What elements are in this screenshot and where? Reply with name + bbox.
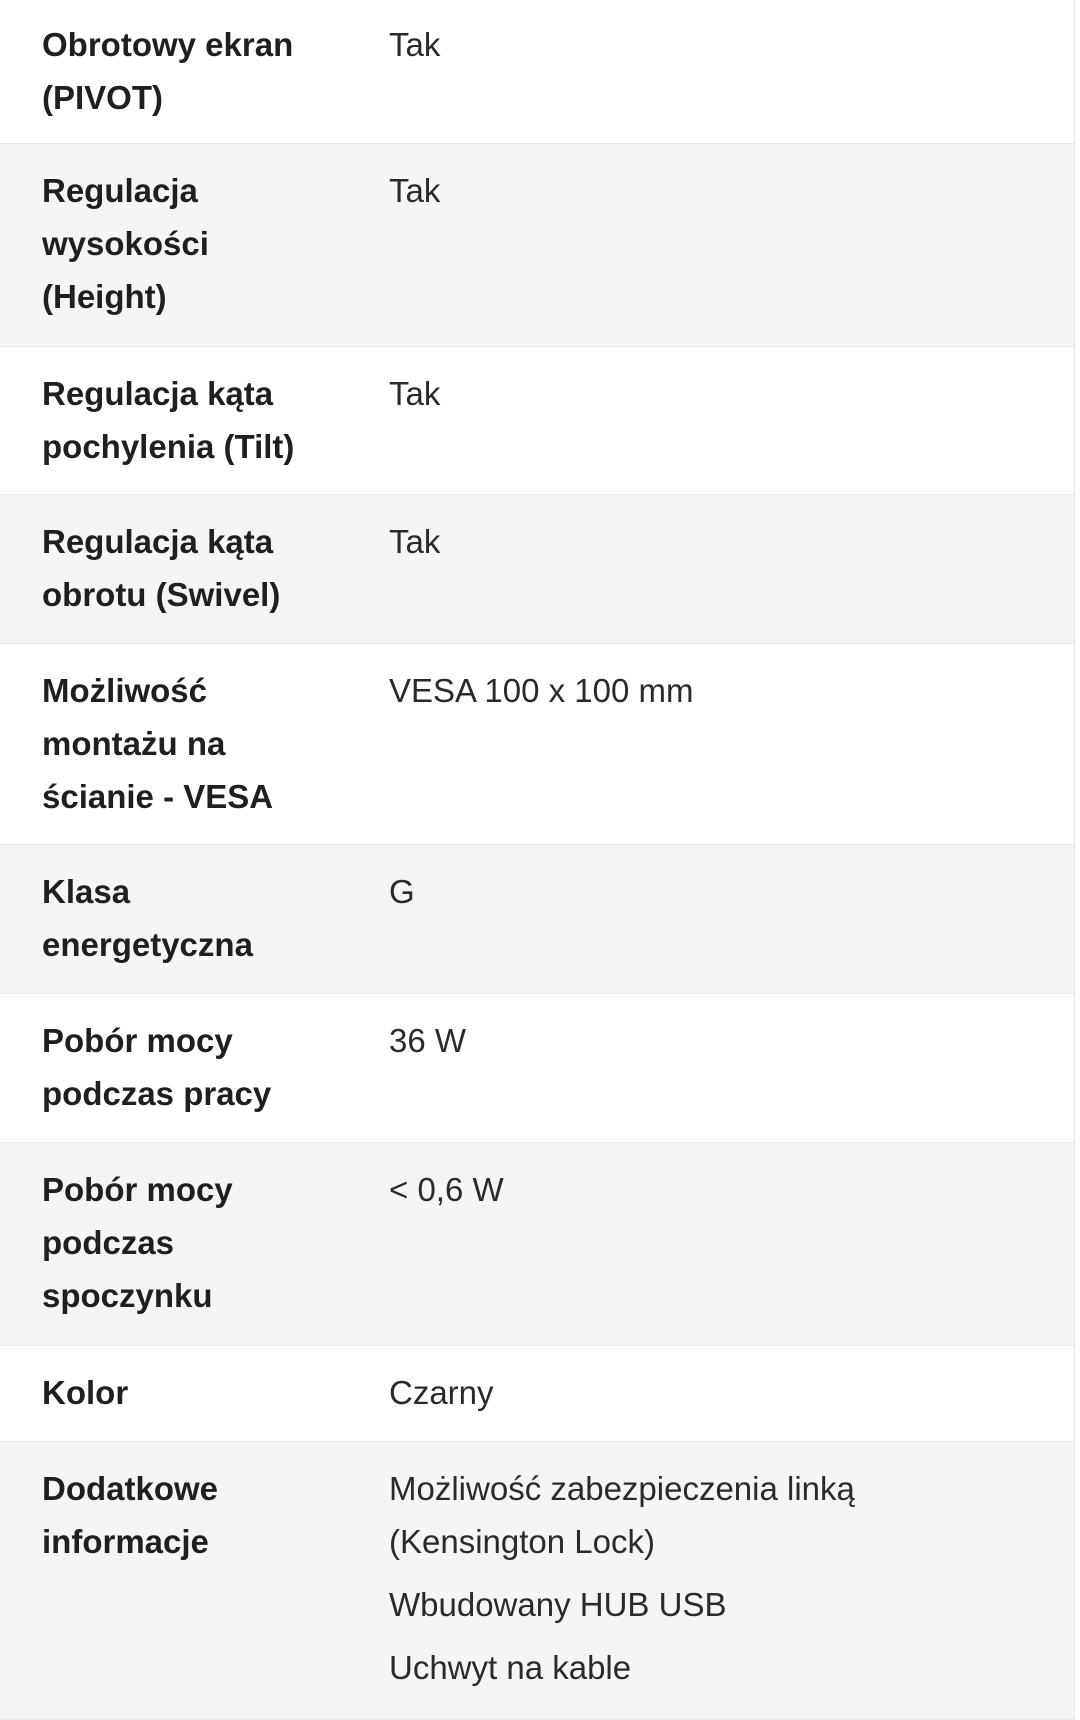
spec-value-pivot: [389, 18, 1032, 143]
spec-label-vesa: Możliwość montażu na ścianie - VESA: [42, 672, 274, 815]
table-row: [0, 144, 1074, 347]
spec-value-text: Tak: [389, 375, 441, 412]
spec-value-text: Wbudowany HUB USB: [389, 1586, 727, 1623]
spec-label-tilt: Regulacja kąta pochylenia (Tilt): [42, 375, 295, 465]
table-row: [0, 495, 1074, 644]
spec-value-swivel: [389, 515, 1032, 643]
table-row: [0, 1346, 1074, 1442]
spec-value-text: G: [389, 873, 415, 910]
spec-label-color: Kolor: [42, 1374, 129, 1411]
spec-value-height: [389, 164, 1032, 346]
table-row: [0, 347, 1074, 495]
spec-value-text: Możliwość zabezpieczenia linką (Kensington Lock): [389, 1470, 855, 1560]
spec-value-color: [389, 1366, 1032, 1441]
spec-label-height: Regulacja wysokości (Height): [42, 172, 209, 315]
spec-value-additional-info: [389, 1462, 1032, 1719]
spec-value-text: Tak: [389, 172, 441, 209]
table-row: [0, 1442, 1074, 1720]
spec-label-swivel: Regulacja kąta obrotu (Swivel): [42, 523, 281, 613]
spec-value-text: VESA 100 x 100 mm: [389, 672, 694, 709]
table-row: [0, 1143, 1074, 1346]
spec-label-energy-class: Klasa energetyczna: [42, 873, 253, 963]
spec-value-text: Tak: [389, 26, 441, 63]
spec-label-power-standby: Pobór mocy podczas spoczynku: [42, 1171, 233, 1314]
spec-value-power-on: [389, 1014, 1032, 1142]
spec-value-text: Tak: [389, 523, 441, 560]
spec-value-text: Uchwyt na kable: [389, 1649, 632, 1686]
table-row: [0, 644, 1074, 845]
spec-label-additional-info: Dodatkowe informacje: [42, 1470, 219, 1560]
spec-label-power-on: Pobór mocy podczas pracy: [42, 1022, 272, 1112]
spec-value-text: Czarny: [389, 1374, 494, 1411]
spec-label-pivot: Obrotowy ekran (PIVOT): [42, 26, 294, 116]
spec-value-power-standby: [389, 1163, 1032, 1345]
table-row: [0, 0, 1074, 144]
spec-value-text: < 0,6 W: [389, 1171, 504, 1208]
spec-value-vesa: [389, 664, 1032, 844]
table-row: [0, 994, 1074, 1143]
spec-value-energy-class: [389, 865, 1032, 993]
spec-value-tilt: [389, 367, 1032, 494]
spec-value-text: 36 W: [389, 1022, 467, 1059]
table-row: [0, 845, 1074, 994]
